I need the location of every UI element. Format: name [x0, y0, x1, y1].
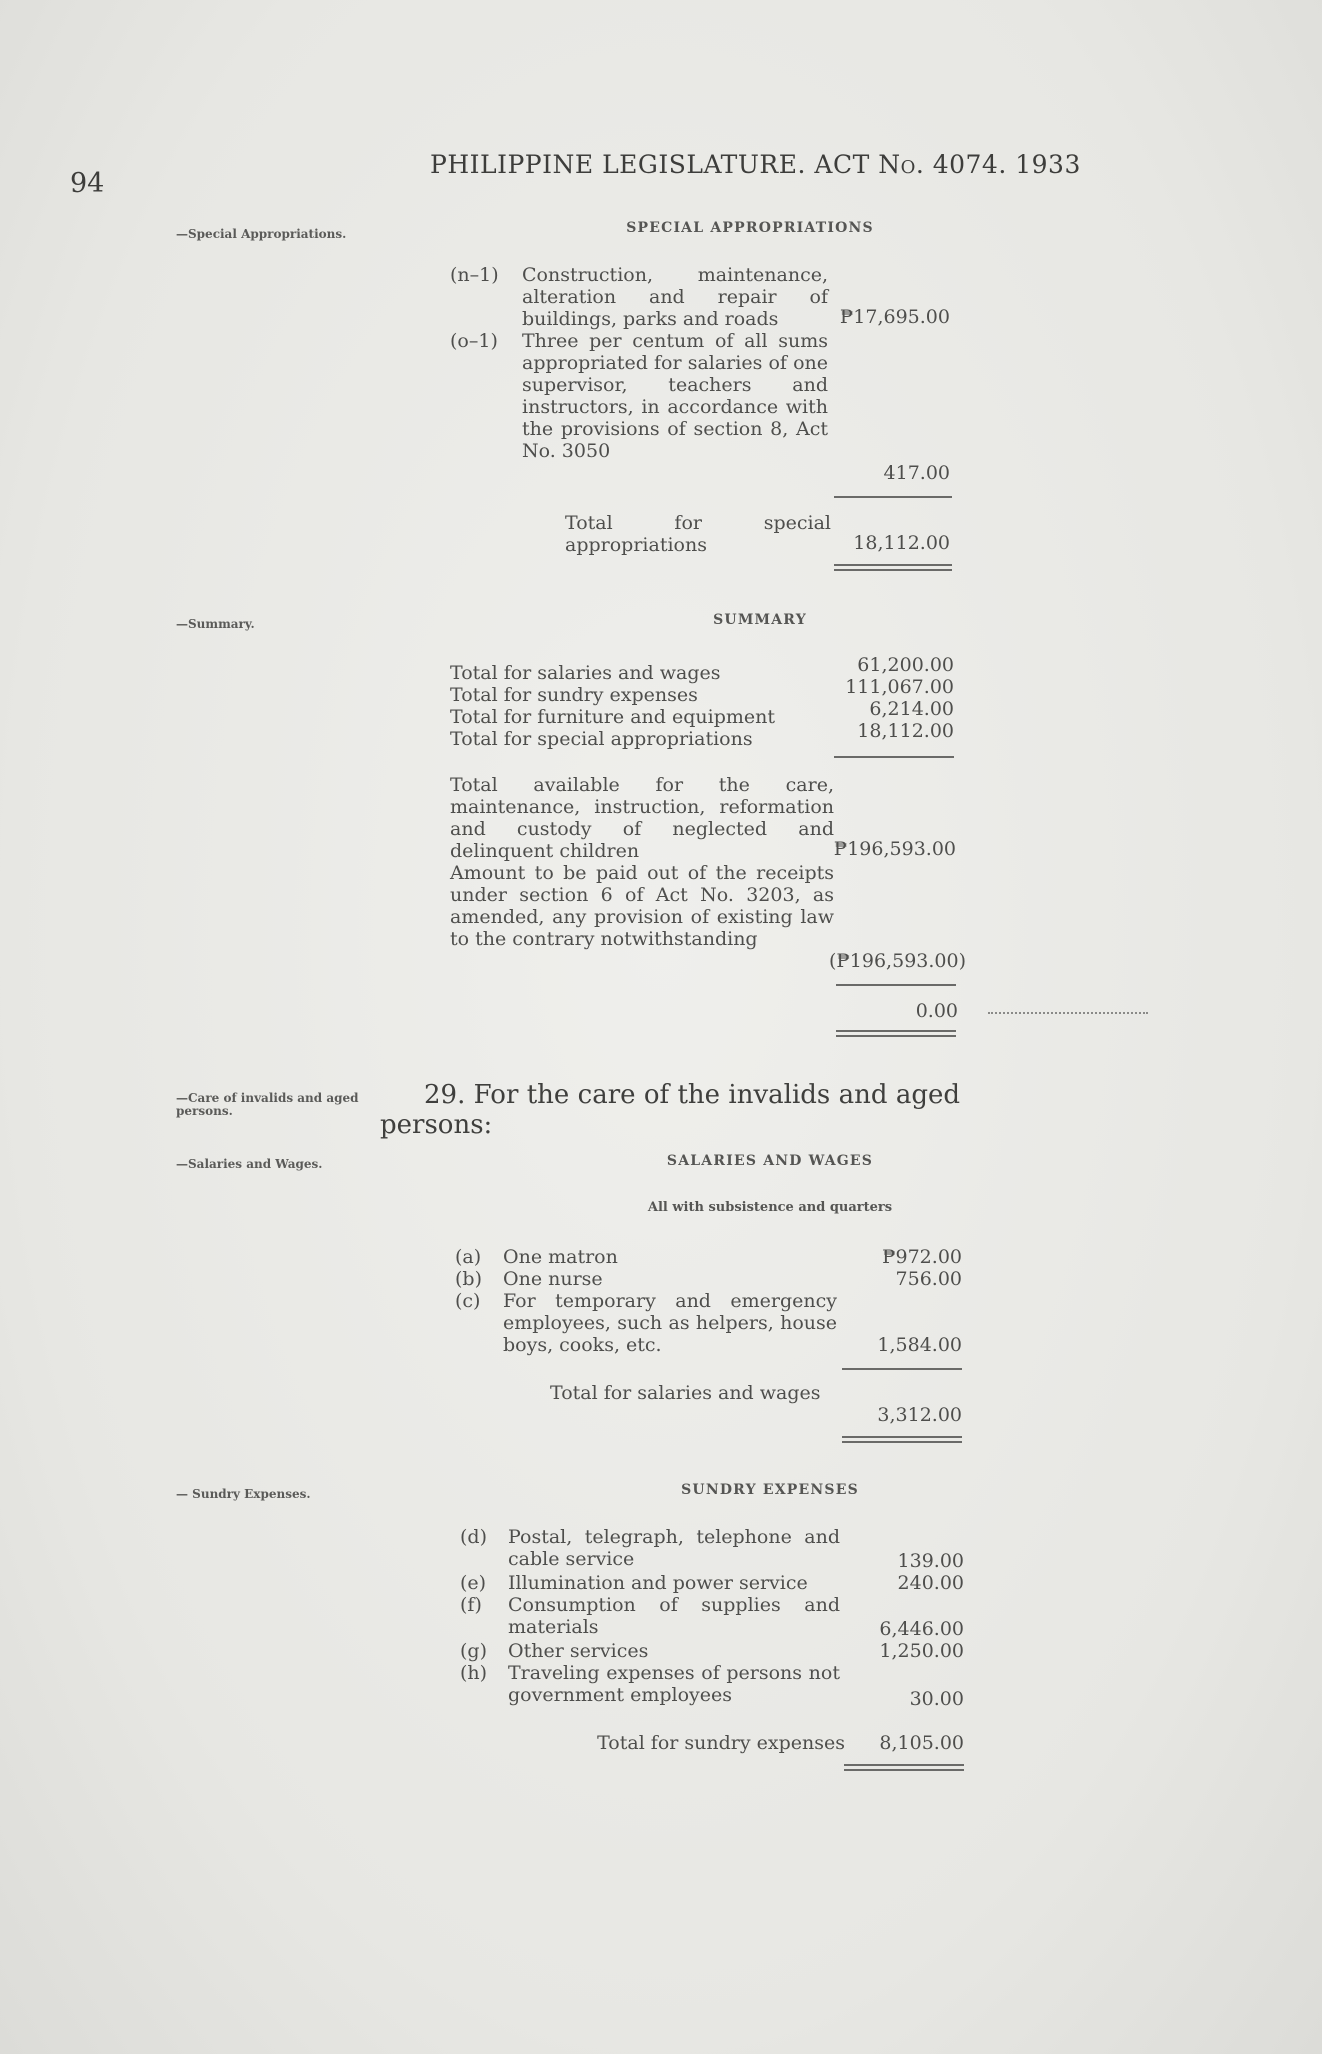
summary-receipts-text: Amount to be paid out of the receipts under section 6 of Act No. 3203, as amended, any provision of existing law to the contrary notwithstanding	[450, 862, 834, 950]
summary-amount-special: 18,112.00	[857, 720, 954, 742]
sundry-amount-f: 6,446.00	[879, 1618, 964, 1640]
summary-amount-furniture: 6,214.00	[869, 698, 954, 720]
summary-row-furniture: Total for furniture and equipment	[450, 706, 775, 728]
salaries-amount-a: ₱972.00	[882, 1246, 962, 1268]
summary-available-amount: ₱196,593.00	[833, 838, 956, 860]
double-rule	[842, 1436, 962, 1443]
margin-note-sundry: — Sundry Expenses.	[176, 1487, 311, 1501]
salaries-wages-subheading: All with subsistence and quarters	[647, 1200, 893, 1215]
summary-net-amount: 0.00	[915, 1000, 958, 1022]
double-rule	[834, 564, 952, 571]
sundry-expenses-heading: SUNDRY EXPENSES	[681, 1482, 859, 1498]
document-page: 94 PHILIPPINE LEGISLATURE. ACT No. 4074. 1933 —Special Appropriations. SPECIAL APPROPRIATIONS (n–1) Construction, maintenance, alteration and repair of buildings, parks and roads ₱17,695.00 (o–1) Three per centum of all sums appropriated for salaries of one supervisor, teachers and instructors, in accordance with the provisions of section 8, Act No. 3050 417.00 Total for special appropriations 18,112.00 —Summary. SUMMARY Total for salaries and wages 61,200.00 Total for sundry expenses 111,067.00 Total for furniture and equipment 6,214.00 Total for special appropriations 18,112.00 Total available for the care, maintenance, instruction, reformation and custody of neglected and delinquent children ₱196,593.00 Amount to be paid out of the receipts under section 6 of Act No. 3203, as amended, any provision of existing law to the contrary notwithstanding (₱196,593.00) 0.00 —Care of invalids and aged persons. 29. For the care of the invalids and aged persons: —Salaries and Wages. SALARIES AND WAGES All with subsistence and quarters (a) One matron ₱972.00 (b) One nurse 756.00 (c) For temporary and emergency employees, such as helpers, house boys, cooks, etc. 1,584.00 Total for salaries and wages 3,312.00 — Sundry Expenses. SUNDRY EXPENSES (d) Postal, telegraph, telephone and cable service 139.00 (e) Illumination and power service 240.00 (f) Consumption of supplies and materials 6,446.00 (g) Other services 1,250.00 (h) Traveling expenses of persons not government employees 30.00 Total for sundry expenses 8,105.00	[0, 0, 1322, 2054]
salaries-amount-c: 1,584.00	[877, 1334, 962, 1356]
double-rule	[844, 1764, 964, 1771]
summary-receipts-amount: (₱196,593.00)	[828, 950, 966, 972]
dotted-leader	[988, 1012, 1148, 1014]
sundry-amount-d: 139.00	[897, 1550, 964, 1572]
salaries-total-text: Total for salaries and wages	[550, 1382, 821, 1404]
page-number: 94	[70, 168, 105, 199]
sundry-amount-g: 1,250.00	[879, 1640, 964, 1662]
summary-amount-sundry: 111,067.00	[845, 676, 954, 698]
summary-heading: SUMMARY	[713, 612, 807, 628]
margin-note-special: —Special Appropriations.	[176, 227, 347, 241]
margin-note-salaries: —Salaries and Wages.	[176, 1157, 323, 1171]
summary-amount-salaries: 61,200.00	[857, 654, 954, 676]
sundry-amount-h: 30.00	[909, 1688, 964, 1710]
special-total-text: Total for special appropriations	[565, 512, 831, 556]
salaries-amount-b: 756.00	[895, 1268, 962, 1290]
summary-row-sundry: Total for sundry expenses	[450, 684, 698, 706]
sundry-amount-e: 240.00	[897, 1572, 964, 1594]
rule	[834, 756, 954, 758]
rule	[834, 496, 952, 498]
section-29-text: 29. For the care of the invalids and aged persons:	[380, 1080, 960, 1140]
special-appropriations-heading: SPECIAL APPROPRIATIONS	[626, 220, 874, 236]
salaries-wages-heading: SALARIES AND WAGES	[666, 1153, 874, 1169]
margin-note-summary: —Summary.	[176, 617, 255, 631]
margin-note-care: —Care of invalids and aged persons.	[176, 1091, 359, 1118]
summary-available-text: Total available for the care, maintenance, instruction, reformation and custody of neglected and delinquent children	[450, 774, 834, 862]
special-amount-n1: ₱17,695.00	[839, 306, 950, 328]
salaries-total-amount: 3,312.00	[877, 1404, 962, 1426]
running-head: PHILIPPINE LEGISLATURE. ACT No. 4074. 1933	[430, 150, 1081, 179]
sundry-total-amount: 8,105.00	[879, 1732, 964, 1754]
rule	[842, 1368, 962, 1370]
double-rule	[836, 1030, 956, 1037]
rule	[836, 984, 956, 986]
special-amount-o1: 417.00	[883, 462, 950, 484]
sundry-total-text: Total for sundry expenses	[597, 1732, 845, 1754]
special-total-amount: 18,112.00	[853, 532, 950, 554]
summary-row-salaries: Total for salaries and wages	[450, 662, 721, 684]
summary-row-special: Total for special appropriations	[450, 728, 753, 750]
